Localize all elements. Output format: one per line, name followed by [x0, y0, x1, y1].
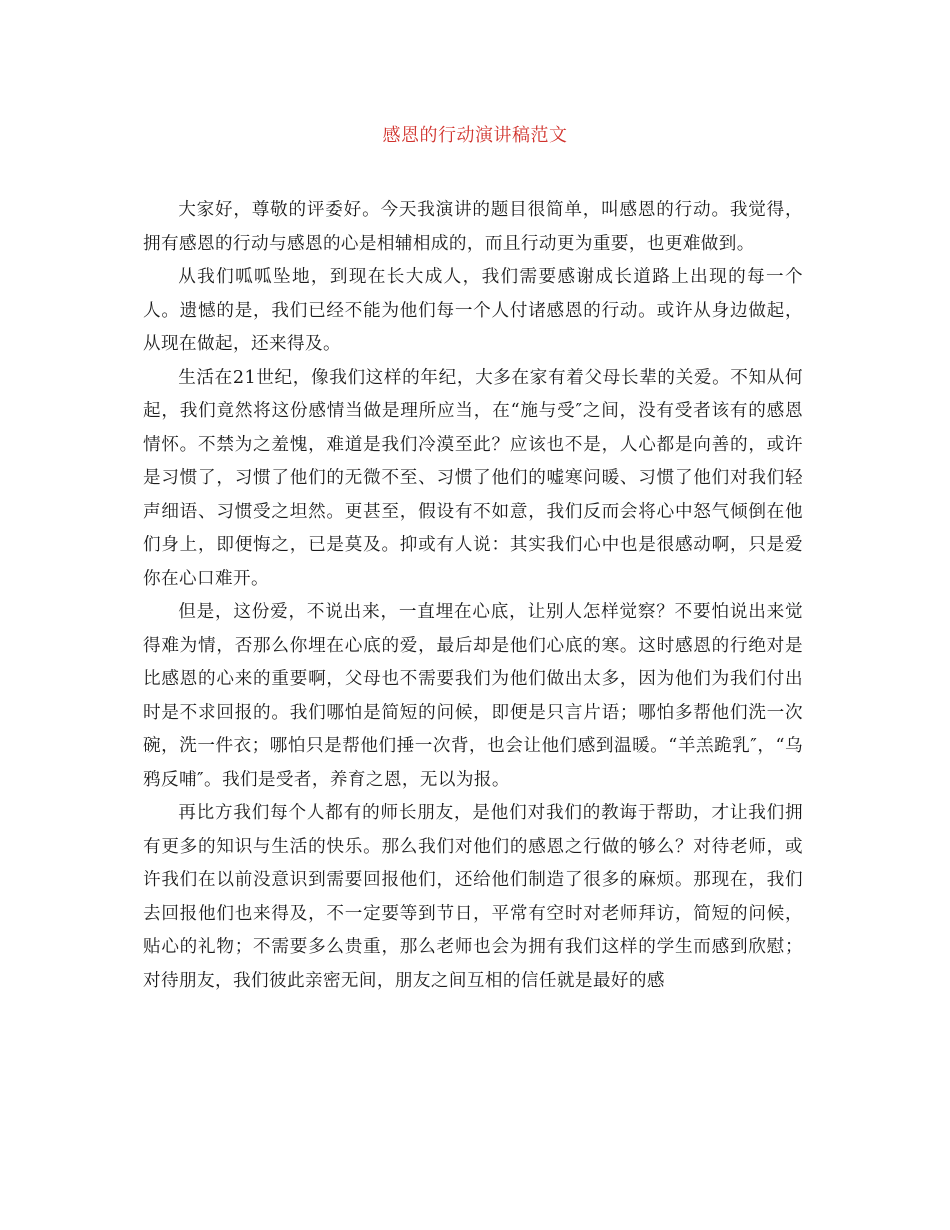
paragraph-2: 从我们呱呱坠地，到现在长大成人，我们需要感谢成长道路上出现的每一个人。遗憾的是，我们已经不能为他们每一个人付诸感恩的行动。或许从身边做起，从现在做起，还来得及。	[143, 267, 803, 354]
document-body	[143, 194, 803, 998]
paragraph-3: 生活在21世纪，像我们这样的年纪，大多在家有着父母长辈的关爱。不知从何起，我们竟然将这份感情当做是理所应当，在“施与受″之间，没有受者该有的感恩情怀。不禁为之羞愧，难道是我们冷漠至此？应该也不是，人心都是向善的，或许是习惯了，习惯了他们的无微不至、习惯了他们的嘘寒问暖、习惯了他们对我们轻声细语、习惯受之坦然。更甚至，假设有不如意，我们反而会将心中怒气倾倒在他们身上，即便悔之，已是莫及。抑或有人说：其实我们心中也是很感动啊，只是爱你在心口难开。	[143, 367, 803, 589]
paragraph-1: 大家好，尊敬的评委好。今天我演讲的题目很简单，叫感恩的行动。我觉得，拥有感恩的行动与感恩的心是相辅相成的，而且行动更为重要，也更难做到。	[143, 200, 803, 254]
paragraph-5: 再比方我们每个人都有的师长朋友，是他们对我们的教诲于帮助，才让我们拥有更多的知识与生活的快乐。那么我们对他们的感恩之行做的够么？对待老师，或许我们在以前没意识到需要回报他们，还给他们制造了很多的麻烦。那现在，我们去回报他们也来得及，不一定要等到节日，平常有空时对老师拜访，简短的问候，贴心的礼物；不需要多么贵重，那么老师也会为拥有我们这样的学生而感到欣慰；对待朋友，我们彼此亲密无间，朋友之间互相的信任就是最好的感	[143, 803, 803, 991]
paragraph-4: 但是，这份爱，不说出来，一直埋在心底，让别人怎样觉察？不要怕说出来觉得难为情，否那么你埋在心底的爱，最后却是他们心底的寒。这时感恩的行绝对是比感恩的心来的重要啊，父母也不需要我们为他们做出太多，因为他们为我们付出时是不求回报的。我们哪怕是简短的问候，即便是只言片语；哪怕多帮他们洗一次碗，洗一件衣；哪怕只是帮他们捶一次背，也会让他们感到温暖。“羊羔跪乳″，“乌鸦反哺″。我们是受者，养育之恩，无以为报。	[143, 602, 803, 790]
document-title: 感恩的行动演讲稿范文	[382, 125, 568, 146]
